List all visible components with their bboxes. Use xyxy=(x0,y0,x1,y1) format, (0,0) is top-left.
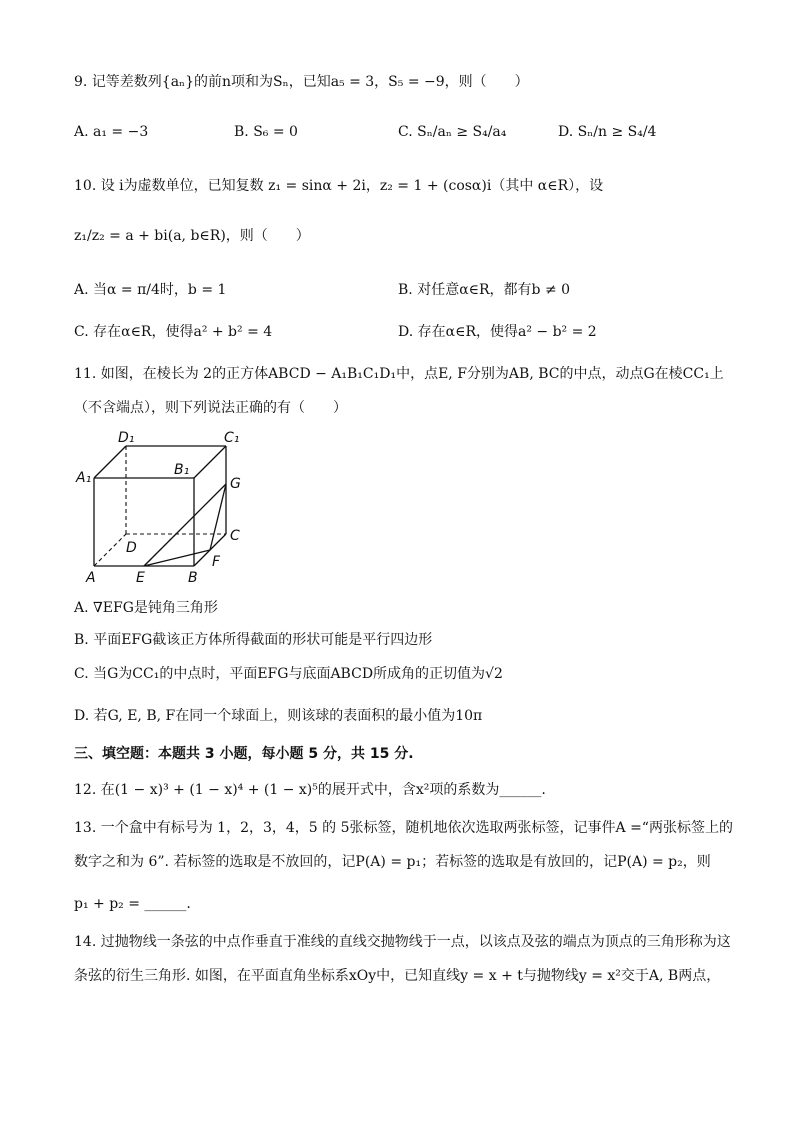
q13-line2: 数字之和为 6”. 若标签的选取是不放回的，记P(A) = p₁；若标签的选取是有放回的，记P(A) = p₂，则 xyxy=(74,854,711,870)
label-f: F xyxy=(212,554,221,570)
q11-stem-line2: （不含端点），则下列说法正确的有（ ） xyxy=(74,400,347,416)
label-c: C xyxy=(230,528,240,544)
q9-option-c: C. Sₙ/aₙ ≥ S₄/a₄ xyxy=(398,124,507,140)
q11-option-c: C. 当G为CC₁的中点时，平面EFG与底面ABCD所成角的正切值为√2 xyxy=(74,666,503,682)
cube-figure xyxy=(74,428,254,588)
q10-option-c: C. 存在α∈R，使得a² + b² = 4 xyxy=(74,324,273,340)
label-a1: A₁ xyxy=(76,470,92,486)
q10-stem-line1: 10. 设 i为虚数单位，已知复数 z₁ = sinα + 2i，z₂ = 1 + (cosα)i（其中 α∈R），设 xyxy=(74,178,604,194)
q10-option-b: B. 对任意α∈R，都有b ≠ 0 xyxy=(398,282,571,298)
q14-line2: 条弦的衍生三角形. 如图，在平面直角坐标系xOy中，已知直线y = x + t与抛物线y = x²交于A, B两点， xyxy=(74,968,721,984)
q12-stem: 12. 在(1 − x)³ + (1 − x)⁴ + (1 − x)⁵的展开式中，含x²项的系数为______. xyxy=(74,782,546,798)
q14-line1: 14. 过抛物线一条弦的中点作垂直于准线的直线交抛物线于一点，以该点及弦的端点为顶点的三角形称为这 xyxy=(74,934,731,950)
q11-option-b: B. 平面EFG截该正方体所得截面的形状可能是平行四边形 xyxy=(74,632,433,648)
hidden-edge-a-d xyxy=(94,534,126,566)
label-b: B xyxy=(188,570,198,586)
q10-stem-line2: z₁/z₂ = a + bi(a, b∈R)，则（ ） xyxy=(74,228,310,244)
label-b1: B₁ xyxy=(174,462,190,478)
q11-option-d: D. 若G, E, B, F在同一个球面上，则该球的表面积的最小值为10π xyxy=(74,708,483,724)
q9-option-a: A. a₁ = −3 xyxy=(74,124,149,140)
q13-line3: p₁ + p₂ = ______. xyxy=(74,896,191,912)
section-3-heading: 三、填空题：本题共 3 小题，每小题 5 分，共 15 分. xyxy=(74,746,414,762)
q11-option-a: A. ∇EFG是钝角三角形 xyxy=(74,600,218,616)
edge-b1-c1 xyxy=(194,446,226,478)
q9-option-d: D. Sₙ/n ≥ S₄/4 xyxy=(558,124,657,140)
q13-line1: 13. 一个盒中有标号为 1，2，3，4，5 的 5张标签，随机地依次选取两张标签，记事件A =“两张标签上的 xyxy=(74,820,733,836)
q11-stem-line1: 11. 如图，在棱长为 2的正方体ABCD − A₁B₁C₁D₁中，点E, F分别为AB, BC的中点，动点G在棱CC₁上 xyxy=(74,366,724,382)
edge-a1-d1 xyxy=(94,446,126,478)
label-d: D xyxy=(126,540,137,556)
label-e: E xyxy=(136,570,145,586)
label-d1: D₁ xyxy=(118,430,135,446)
label-g: G xyxy=(230,476,241,492)
label-a: A xyxy=(86,570,96,586)
segment-f-g xyxy=(210,484,226,550)
q10-option-d: D. 存在α∈R，使得a² − b² = 2 xyxy=(398,324,597,340)
q9-option-b: B. S₆ = 0 xyxy=(234,124,298,140)
segment-e-f xyxy=(144,550,210,566)
q9-stem: 9. 记等差数列{aₙ}的前n项和为Sₙ，已知a₅ = 3，S₅ = −9，则（ ） xyxy=(74,74,529,90)
q10-option-a: A. 当α = π/4时，b = 1 xyxy=(74,282,227,298)
label-c1: C₁ xyxy=(224,430,240,446)
